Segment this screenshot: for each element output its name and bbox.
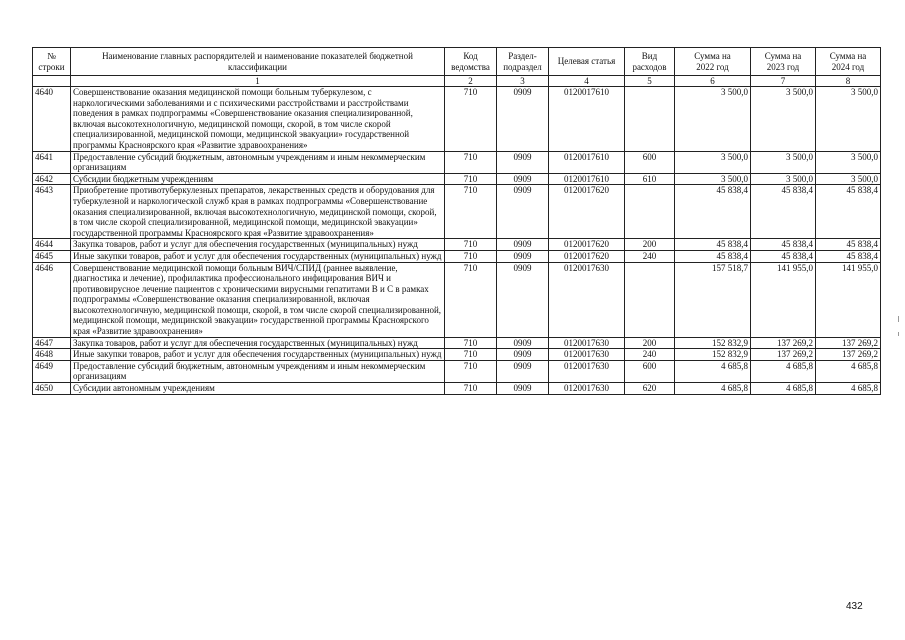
row-sum-2022: 152 832,9 (675, 349, 751, 361)
header-sum-2023: Сумма на 2023 год (751, 48, 816, 76)
row-code: 710 (445, 239, 497, 251)
row-code: 710 (445, 262, 497, 337)
scan-mark (898, 332, 899, 336)
header-target: Целевая статья (549, 48, 625, 76)
row-sum-2023: 4 685,8 (751, 360, 816, 382)
row-sum-2024: 45 838,4 (816, 239, 881, 251)
row-sum-2022: 4 685,8 (675, 383, 751, 395)
row-name: Субсидии автономным учреждениям (71, 383, 445, 395)
row-sum-2023: 137 269,2 (751, 337, 816, 349)
row-section: 0909 (497, 262, 549, 337)
row-section: 0909 (497, 239, 549, 251)
row-section: 0909 (497, 87, 549, 152)
row-expense-type (625, 185, 675, 239)
row-sum-2023: 3 500,0 (751, 173, 816, 185)
row-number: 4642 (33, 173, 71, 185)
row-target-article: 0120017620 (549, 239, 625, 251)
row-sum-2022: 157 518,7 (675, 262, 751, 337)
row-target-article: 0120017630 (549, 383, 625, 395)
column-number: 4 (549, 76, 625, 87)
row-section: 0909 (497, 360, 549, 382)
row-code: 710 (445, 185, 497, 239)
row-sum-2024: 3 500,0 (816, 151, 881, 173)
row-expense-type: 600 (625, 151, 675, 173)
row-number: 4647 (33, 337, 71, 349)
row-section: 0909 (497, 337, 549, 349)
row-target-article: 0120017620 (549, 185, 625, 239)
row-number: 4644 (33, 239, 71, 251)
row-section: 0909 (497, 349, 549, 361)
header-row-no: № строки (33, 48, 71, 76)
row-code: 710 (445, 337, 497, 349)
table-row (33, 87, 881, 152)
header-sum-2024: Сумма на 2024 год (816, 48, 881, 76)
row-number: 4643 (33, 185, 71, 239)
row-code: 710 (445, 173, 497, 185)
row-code: 710 (445, 383, 497, 395)
row-section: 0909 (497, 383, 549, 395)
table-row (33, 262, 881, 337)
row-sum-2024: 3 500,0 (816, 173, 881, 185)
column-number: 7 (751, 76, 816, 87)
row-number: 4645 (33, 250, 71, 262)
row-number: 4641 (33, 151, 71, 173)
row-name: Предоставление субсидий бюджетным, автономным учреждениям и иным некоммерческим организациям (71, 360, 445, 382)
row-expense-type (625, 262, 675, 337)
table-row (33, 173, 881, 185)
row-code: 710 (445, 250, 497, 262)
header-name: Наименование главных распорядителей и наименование показателей бюджетной классификации (71, 48, 445, 76)
table-row (33, 337, 881, 349)
row-expense-type: 200 (625, 239, 675, 251)
row-sum-2024: 4 685,8 (816, 383, 881, 395)
row-sum-2023: 137 269,2 (751, 349, 816, 361)
row-number: 4648 (33, 349, 71, 361)
row-target-article: 0120017610 (549, 87, 625, 152)
row-expense-type: 240 (625, 250, 675, 262)
row-sum-2024: 137 269,2 (816, 349, 881, 361)
row-sum-2023: 141 955,0 (751, 262, 816, 337)
table-row (33, 383, 881, 395)
row-expense-type: 600 (625, 360, 675, 382)
table-row (33, 349, 881, 361)
row-name: Приобретение противотуберкулезных препаратов, лекарственных средств и оборудования для туберкулезной и наркологической служб края в рамках подпрограммы «Совершенствование оказания специализированной, включая высокотехнологичную, медицинской помощи, скорой, в том числе скорой специализированной, медицинской помощи, медицинской эвакуации» государственной программы Красноярского края «Развитие здравоохранения» (71, 185, 445, 239)
row-name: Закупка товаров, работ и услуг для обеспечения государственных (муниципальных) нужд (71, 239, 445, 251)
row-expense-type: 240 (625, 349, 675, 361)
row-sum-2024: 45 838,4 (816, 185, 881, 239)
row-section: 0909 (497, 250, 549, 262)
row-sum-2022: 3 500,0 (675, 151, 751, 173)
header-vid: Вид расходов (625, 48, 675, 76)
row-expense-type: 200 (625, 337, 675, 349)
row-sum-2022: 45 838,4 (675, 250, 751, 262)
header-row (33, 48, 881, 76)
row-sum-2022: 152 832,9 (675, 337, 751, 349)
row-sum-2024: 141 955,0 (816, 262, 881, 337)
column-number: 6 (675, 76, 751, 87)
row-sum-2022: 3 500,0 (675, 173, 751, 185)
row-sum-2023: 45 838,4 (751, 239, 816, 251)
row-section: 0909 (497, 151, 549, 173)
row-sum-2023: 3 500,0 (751, 151, 816, 173)
row-target-article: 0120017610 (549, 151, 625, 173)
column-number: 1 (71, 76, 445, 87)
header-code: Код ведомства (445, 48, 497, 76)
row-sum-2024: 137 269,2 (816, 337, 881, 349)
table-row (33, 151, 881, 173)
column-number (33, 76, 71, 87)
row-number: 4650 (33, 383, 71, 395)
row-code: 710 (445, 87, 497, 152)
row-sum-2022: 45 838,4 (675, 185, 751, 239)
column-number: 2 (445, 76, 497, 87)
row-number: 4649 (33, 360, 71, 382)
scan-mark (898, 316, 899, 322)
table-row (33, 239, 881, 251)
row-target-article: 0120017630 (549, 262, 625, 337)
row-sum-2023: 4 685,8 (751, 383, 816, 395)
row-number: 4640 (33, 87, 71, 152)
row-section: 0909 (497, 185, 549, 239)
row-name: Иные закупки товаров, работ и услуг для обеспечения государственных (муниципальных) нужд (71, 349, 445, 361)
row-number: 4646 (33, 262, 71, 337)
row-target-article: 0120017610 (549, 173, 625, 185)
column-number: 5 (625, 76, 675, 87)
table-row (33, 185, 881, 239)
page-number: 432 (846, 601, 863, 612)
row-sum-2023: 3 500,0 (751, 87, 816, 152)
table-row (33, 360, 881, 382)
row-name: Совершенствование оказания медицинской помощи больным туберкулезом, с наркологическими заболеваниями и с психическими расстройствами и расстройствами поведения в рамках подпрограммы «Совершенствование оказания специализированной, включая высокотехнологичную, медицинской помощи, скорой, в том числе скорой специализированной, медицинской помощи, медицинской эвакуации» государственной программы Красноярского края «Развитие здравоохранения» (71, 87, 445, 152)
row-sum-2023: 45 838,4 (751, 250, 816, 262)
row-code: 710 (445, 349, 497, 361)
row-expense-type: 610 (625, 173, 675, 185)
table-row (33, 250, 881, 262)
row-section: 0909 (497, 173, 549, 185)
row-sum-2023: 45 838,4 (751, 185, 816, 239)
row-sum-2022: 45 838,4 (675, 239, 751, 251)
row-expense-type (625, 87, 675, 152)
table-body (33, 87, 881, 395)
row-name: Иные закупки товаров, работ и услуг для обеспечения государственных (муниципальных) нужд (71, 250, 445, 262)
column-number-row (33, 76, 881, 87)
column-number: 3 (497, 76, 549, 87)
row-expense-type: 620 (625, 383, 675, 395)
row-name: Предоставление субсидий бюджетным, автономным учреждениям и иным некоммерческим организациям (71, 151, 445, 173)
row-target-article: 0120017620 (549, 250, 625, 262)
row-sum-2022: 3 500,0 (675, 87, 751, 152)
row-target-article: 0120017630 (549, 360, 625, 382)
column-number: 8 (816, 76, 881, 87)
row-sum-2024: 3 500,0 (816, 87, 881, 152)
row-code: 710 (445, 360, 497, 382)
row-sum-2024: 45 838,4 (816, 250, 881, 262)
row-name: Совершенствование медицинской помощи больным ВИЧ/СПИД (раннее выявление, диагностика и лечение), профилактика профессионального инфицирования ВИЧ и противовирусное лечение пациентов с хроническими вирусными гепатитами В и С в рамках подпрограммы «Совершенствование оказания специализированной, включая высокотехнологичную, медицинской помощи, скорой, в том числе скорой специализированной, медицинской помощи, медицинской эвакуации» государственной программы Красноярского края «Развитие здравоохранения» (71, 262, 445, 337)
budget-table (32, 47, 881, 395)
row-target-article: 0120017630 (549, 349, 625, 361)
row-target-article: 0120017630 (549, 337, 625, 349)
row-name: Субсидии бюджетным учреждениям (71, 173, 445, 185)
row-sum-2024: 4 685,8 (816, 360, 881, 382)
table-header (33, 48, 881, 87)
row-sum-2022: 4 685,8 (675, 360, 751, 382)
header-sum-2022: Сумма на 2022 год (675, 48, 751, 76)
row-name: Закупка товаров, работ и услуг для обеспечения государственных (муниципальных) нужд (71, 337, 445, 349)
header-section: Раздел- подраздел (497, 48, 549, 76)
row-code: 710 (445, 151, 497, 173)
